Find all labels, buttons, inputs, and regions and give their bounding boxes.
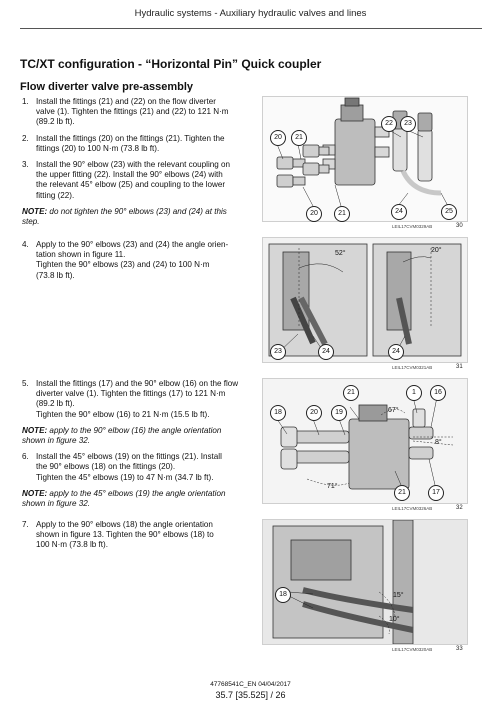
step-text-line: Install the 45° elbows (19) on the fittings (21). Install [36, 452, 222, 462]
callout-20: 20 [306, 405, 322, 421]
step-2 [22, 134, 246, 154]
figure-30-leader-lines [263, 97, 465, 219]
step-text-line: (89.2 lb ft). [36, 117, 75, 127]
note-3 [22, 489, 246, 509]
callout-19: 19 [331, 405, 347, 421]
step-text-line: (73.8 lb ft). [36, 270, 75, 280]
figure-30-callouts [263, 97, 465, 219]
figure-33-code: LEIL17CVM0320AB [392, 647, 433, 652]
section-title: TC/XT configuration - “Horizontal Pin” Quick coupler [20, 57, 322, 71]
running-head: Hydraulic systems - Auxiliary hydraulic valves and lines [134, 8, 367, 19]
callout-22: 22 [381, 116, 397, 132]
step-text-line: Tighten the 45° elbows (19) to 47 N·m (34.7 lb ft). [36, 472, 214, 482]
note-label: NOTE: [22, 488, 48, 498]
steps-group-3 [22, 379, 246, 509]
note-label: NOTE: [22, 206, 48, 216]
note-text-line: shown in figure 32. [22, 436, 90, 446]
figure-31-leader-lines [263, 238, 465, 360]
angle-8-label: 8° [435, 439, 442, 446]
step-1 [22, 97, 246, 128]
callout-23: 23 [270, 344, 286, 360]
step-text-line: Apply to the 90° elbows (18) the angle orientation [36, 520, 213, 529]
step-text-line: the upper fitting (22). Install the 90° elbows (24) with [36, 170, 223, 180]
figure-33-leader-lines [263, 520, 465, 642]
note-label: NOTE: [22, 425, 48, 435]
step-text-line: shown in figure 13. Tighten the 90° elbows (18) to [36, 530, 214, 540]
step-number: 4. [22, 240, 29, 249]
step-text-line: diverter valve (1). Tighten the fittings (17) to 121 N·m [36, 389, 226, 399]
step-7 [22, 520, 246, 551]
step-text-line: the relevant 45° elbow (25) and coupling to the lower [36, 180, 226, 190]
step-text-line: tation shown in figure 11. [36, 250, 126, 260]
angle-71-label: 71° [327, 483, 338, 490]
step-text-line: the 90° elbows (18) on the fittings (20). [36, 462, 176, 472]
step-text-line: 100 N·m (73.8 lb ft). [36, 540, 108, 550]
callout-21: 21 [394, 485, 410, 501]
step-text-line: Tighten the 90° elbow (16) to 21 N·m (15.5 lb ft). [36, 409, 210, 419]
figure-33-number: 33 [456, 646, 463, 652]
note-text-line: do not tighten the 90° elbows (23) and (24) at this [47, 206, 227, 216]
angle-52-label: 52° [335, 250, 346, 257]
step-text-line: Install the fittings (20) on the fittings (21). Tighten the [36, 133, 225, 143]
note-text-line: step. [22, 217, 40, 227]
figure-30-number: 30 [456, 223, 463, 229]
step-number: 3. [22, 160, 29, 170]
step-text-line: fitting (22). [36, 190, 75, 200]
step-4 [22, 240, 246, 281]
note-text-line: apply to the 90° elbow (16) the angle orientation [47, 425, 222, 435]
step-number: 2. [22, 133, 29, 143]
figure-32-callouts [263, 379, 465, 501]
angle-15-label: 15° [393, 592, 404, 599]
callout-25: 25 [441, 204, 457, 220]
header-divider [20, 28, 482, 29]
callout-24: 24 [318, 344, 334, 360]
footer-doc-ref: 47768541C_EN 04/04/2017 [210, 681, 291, 688]
step-text-line: Tighten the 90° elbows (23) and (24) to 100 N·m [36, 260, 210, 270]
callout-18: 18 [275, 587, 291, 603]
callout-17: 17 [428, 485, 444, 501]
step-number: 7. [22, 520, 29, 529]
note-text-line: shown in figure 32. [22, 499, 90, 509]
callout-24: 24 [388, 344, 404, 360]
callout-1: 1 [406, 385, 422, 401]
steps-group-1 [22, 97, 246, 227]
step-text-line: valve (1). Tighten the fittings (21) and (22) to 121 N·m [36, 107, 229, 117]
figure-32-code: LEIL17CVM0326AB [392, 506, 433, 511]
callout-24: 24 [391, 204, 407, 220]
figure-33-callouts [263, 520, 465, 642]
callout-21: 21 [334, 206, 350, 222]
step-number: 6. [22, 452, 29, 462]
step-text-line: Install the 90° elbow (23) with the relevant coupling on [36, 160, 231, 170]
angle-10-label: 10° [389, 616, 400, 623]
callout-18: 18 [270, 405, 286, 421]
step-text-line: Install the fittings (21) and (22) on the flow diverter [36, 97, 216, 106]
callout-21: 21 [343, 385, 359, 401]
footer-page-number: 35.7 [35.525] / 26 [215, 690, 286, 700]
note-text-line: apply to the 45° elbows (19) the angle orientation [47, 488, 226, 498]
steps-group-2 [22, 240, 246, 287]
step-6 [22, 452, 246, 483]
callout-16: 16 [430, 385, 446, 401]
figure-32-number: 32 [456, 505, 463, 511]
figure-31-number: 31 [456, 364, 463, 370]
callout-20: 20 [270, 130, 286, 146]
step-3 [22, 160, 246, 201]
figure-31-callouts [263, 238, 465, 360]
figure-31-code: LEIL17CVM0321AB [392, 365, 433, 370]
steps-group-4 [22, 520, 246, 557]
step-5 [22, 379, 246, 420]
step-text-line: Apply to the 90° elbows (23) and (24) the angle orien- [36, 240, 229, 249]
callout-21: 21 [291, 130, 307, 146]
callout-20: 20 [306, 206, 322, 222]
step-text-line: (89.2 lb ft). [36, 399, 75, 409]
step-text-line: fittings (20) to 100 N·m (73.8 lb ft). [36, 143, 160, 153]
angle-20-label: 20° [431, 247, 442, 254]
callout-23: 23 [400, 116, 416, 132]
step-text-line: Install the fittings (17) and the 90° elbow (16) on the flow [36, 379, 239, 388]
subsection-title: Flow diverter valve pre-assembly [20, 81, 194, 93]
step-number: 1. [22, 97, 29, 106]
step-number: 5. [22, 379, 29, 388]
note-2 [22, 426, 246, 446]
note-1 [22, 207, 246, 227]
angle-67-label: 67° [388, 407, 399, 414]
figure-30-code: LEIL17CVM0329AB [392, 224, 433, 229]
